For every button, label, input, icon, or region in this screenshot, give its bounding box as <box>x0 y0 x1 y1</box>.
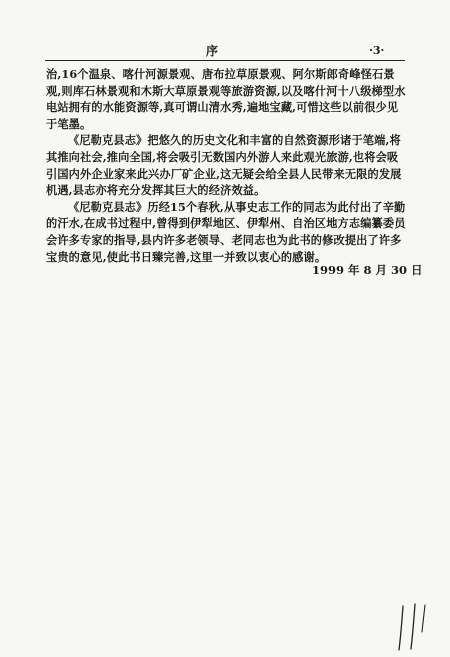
paragraph-continued: 治,16个温泉、喀什河源景观、唐布拉草原景观、阿尔斯郎奇峰怪石景观,则库石林景观和木斯大草原景观等旅游资源,以及喀什河十八级梯型水电站拥有的水能资源等,真可谓山清水秀,遍地宝藏,可惜这些以前很少见于笔墨。 <box>46 67 406 131</box>
paragraph-acknowledgements: 《尼勒克县志》历经15个春秋,从事史志工作的同志为此付出了辛勤的汗水,在成书过程中,曾得到伊犁地区、伊犁州、自治区地方志编纂委员会许多专家的指导,县内许多老领导、老同志也为此书的修改提出了许多宝贵的意见,使此书日臻完善,这里一并致以衷心的感谢。 <box>46 199 406 264</box>
header-title: 序 <box>206 44 220 58</box>
handwritten-mark <box>395 602 435 652</box>
signature-date: 1999 年 8 月 30 日 <box>312 263 423 277</box>
page-number: ·3· <box>369 44 385 57</box>
body-text <box>46 66 409 265</box>
header-rule <box>45 60 405 61</box>
paragraph-county-annals: 《尼勒克县志》把悠久的历史文化和丰富的自然资源形诸于笔端,将其推向社会,推向全国,将会吸引无数国内外游人来此观光旅游,也将会吸引国内外企业家来此兴办厂矿企业,这无疑会给全县人民带来无限的发展机遇,县志亦将充分发挥其巨大的经济效益。 <box>46 133 402 198</box>
